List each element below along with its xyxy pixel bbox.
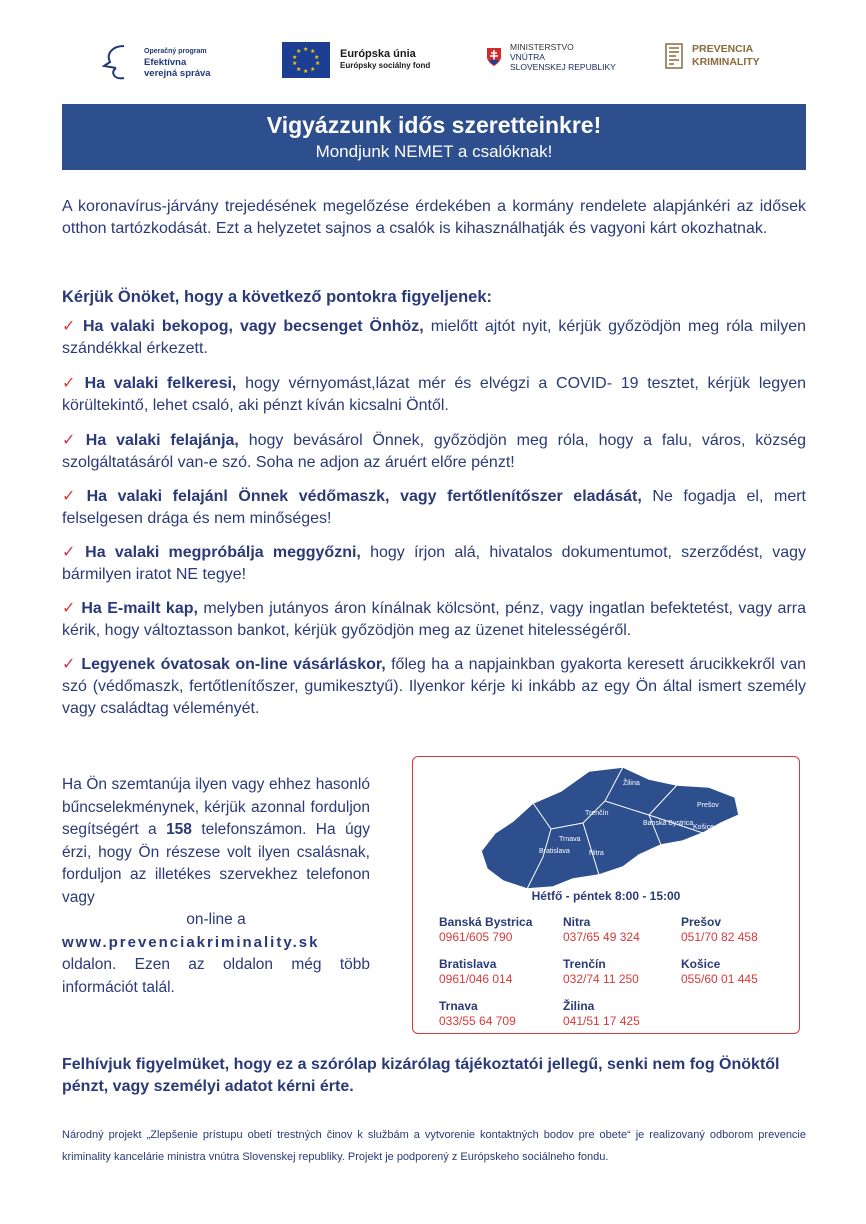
footer-project-note: Národný projekt „Zlepšenie prístupu obetí trestných činov k službám a vytvorenie kontaktných bodov pre obete“ je realizovaný odborom prevencie kriminality kancelárie ministra vnútra Slovenskej republiky. Projekt je podporený z Európskeho sociálneho fondu. (62, 1129, 806, 1163)
contact-item (439, 957, 512, 987)
item-text: melyben jutányos áron kínálnak kölcsönt, pénz, vagy ingatlan befektetést, vagy arra kérik, hogy változtasson bankot, kérjük győzödjön meg az üzenet hitelességéről. (62, 600, 807, 639)
prevencia-line1: PREVENCIA (692, 43, 754, 55)
contact-item (681, 915, 758, 945)
contact-city: Trnava (439, 999, 478, 1013)
contact-city: Nitra (563, 915, 591, 929)
page-subtitle: Mondjunk NEMET a csalóknak! (315, 142, 553, 161)
contact-city: Banská Bystrica (439, 915, 533, 929)
list-item (62, 654, 806, 720)
item-text: mielőtt ajtót nyit, kérjük győzödjön meg róla milyen szándékkal érkezett. (62, 318, 807, 357)
checkmark-icon: ✓ (62, 375, 80, 392)
call-to-action (62, 774, 370, 999)
logo-bar (0, 42, 866, 90)
lead-heading: Kérjük Önöket, hogy a következő pontokra figyeljenek: (62, 288, 493, 306)
ministry-line2: VNÚTRA (510, 52, 545, 62)
eu-line1: Európska únia (340, 48, 416, 60)
item-bold: Ha valaki bekopog, vagy becsenget Önhöz, (82, 318, 424, 335)
list-item (62, 598, 806, 642)
logo-eu (282, 42, 430, 78)
contact-item (439, 999, 516, 1029)
logo-operacny-program (102, 42, 211, 82)
contact-phone[interactable]: 041/51 17 425 (563, 1014, 640, 1028)
map-label: Trenčín (585, 810, 609, 817)
call-part1: Ha Ön szemtanúja ilyen vagy ehhez hasonló bűncselekménynek, kérjük azonnal forduljon segítségért a (62, 776, 370, 838)
item-text: hogy bevásárol Önnek, győzödjön meg róla, hogy a falu, város, község szolgáltatásáról van-e szó. Soha ne adjon az áruért előre pénzt! (62, 432, 807, 471)
checkmark-icon: ✓ (62, 544, 81, 561)
emergency-number: 158 (166, 821, 192, 838)
item-bold: Ha valaki felajánl Önnek védőmaszk, vagy fertőtlenítőszer eladását, (86, 488, 642, 505)
title-banner (62, 104, 806, 170)
map-label: Prešov (697, 802, 719, 809)
contact-phone[interactable]: 0961/046 014 (439, 972, 513, 986)
eu-line2: Európsky sociálny fond (340, 61, 431, 70)
prevencia-emblem-icon (664, 42, 684, 70)
contact-item (681, 957, 758, 987)
op-arrow-icon (102, 42, 138, 82)
item-bold: Legyenek óvatosak on-line vásárláskor, (81, 656, 386, 673)
eu-flag-icon: ★ ★ ★ ★ ★ ★ ★ ★ ★ ★ (282, 42, 330, 78)
prevencia-line2: KRIMINALITY (692, 56, 760, 68)
call-part3: oldalon. Ezen az oldalon még több információt talál. (62, 956, 370, 996)
item-text: hogy vérnyomást,lázat mér és elvégzi a COVID- 19 tesztet, kérjük legyen körültekintő, lehet csaló, aki pénzt kíván kicsalni Öntől. (62, 375, 807, 414)
logo-ministry (486, 42, 616, 72)
contact-phone[interactable]: 0961/605 790 (439, 930, 513, 944)
contact-city: Bratislava (439, 957, 497, 971)
op-line2: Efektívna (144, 56, 187, 68)
list-item (62, 373, 806, 417)
contact-city: Trenčín (563, 957, 606, 971)
page-title: Vigyázzunk idős szeretteinkre! (266, 112, 602, 138)
checkmark-icon: ✓ (62, 656, 77, 673)
checkmark-icon: ✓ (62, 318, 78, 335)
contact-phone[interactable]: 033/55 64 709 (439, 1014, 516, 1028)
contact-phone[interactable]: 032/74 11 250 (563, 972, 639, 986)
map-label: Nitra (589, 850, 604, 857)
map-label: Košice (693, 824, 715, 831)
item-bold: Ha E-mailt kap, (81, 600, 198, 617)
list-item (62, 430, 806, 474)
contact-item (563, 915, 640, 945)
intro-paragraph: A koronavírus-járvány trejedésének megelőzése érdekében a kormány rendelete alapjánkéri az idősek otthon tartózkodását. Ezt a helyzetet sajnos a csalók is kihasználhatják és vagyoni kárt okozhatnak. (62, 198, 806, 237)
disclaimer-notice: Felhívjuk figyelmüket, hogy ez a szórólap kizárólag tájékoztatói jellegű, senki nem fog Önöktől pénzt, vagy személyi adatot kérni érte. (62, 1056, 780, 1095)
contact-city: Košice (681, 957, 721, 971)
map-label: Trnava (559, 836, 581, 843)
item-text: Ne fogadja el, mert felselgesen drága és nem minőséges! (62, 488, 807, 527)
contact-item (563, 999, 640, 1029)
ministry-line1: MINISTERSTVO (510, 42, 574, 52)
item-text: főleg ha a napjainkban gyakorta keresett árucikkekről van szó (védőmaszk, fertőtlenítőszer, gumikesztyű). Ilyenkor kérje ki inkább az egy Ön által ismert személy vagy családtag véleményét. (62, 656, 807, 717)
call-online: on-line a (186, 911, 246, 928)
item-text: hogy írjon alá, hivatalos dokumentumot, szerződést, vagy bármilyen iratot NE tegye! (62, 544, 806, 583)
map-label: Žilina (623, 780, 640, 787)
contact-phone[interactable]: 051/70 82 458 (681, 930, 758, 944)
checkmark-icon: ✓ (62, 600, 77, 617)
office-hours: Hétfő - péntek 8:00 - 15:00 (531, 889, 681, 903)
map-label: Bratislava (539, 848, 570, 855)
item-bold: Ha valaki felkeresi, (84, 375, 237, 392)
contact-box (412, 756, 800, 1034)
website-link[interactable]: www.prevenciakriminality.sk (62, 933, 320, 951)
item-bold: Ha valaki megpróbálja meggyőzni, (85, 544, 361, 561)
contact-city: Prešov (681, 915, 722, 929)
op-line1: Operačný program (144, 47, 207, 55)
op-line3: verejná správa (144, 67, 211, 79)
ministry-line3: SLOVENSKEJ REPUBLIKY (510, 62, 616, 72)
checkmark-icon: ✓ (62, 488, 82, 505)
slovakia-map-icon (473, 763, 743, 893)
contact-phone[interactable]: 037/65 49 324 (563, 930, 640, 944)
contact-city: Žilina (563, 999, 595, 1013)
contact-item (563, 957, 639, 987)
item-bold: Ha valaki felajánja, (85, 432, 239, 449)
list-item (62, 486, 806, 530)
map-label: Banská Bystrica (643, 820, 694, 827)
checkmark-icon: ✓ (62, 432, 81, 449)
coat-of-arms-icon (486, 47, 502, 67)
contact-item (439, 915, 532, 945)
logo-prevencia (664, 42, 760, 70)
list-item (62, 316, 806, 360)
contact-phone[interactable]: 055/60 01 445 (681, 972, 758, 986)
call-part2: telefonszámon. Ha úgy érzi, hogy Ön részese volt ilyen csalásnak, forduljon az illetékes szervekhez telefonon vagy (62, 821, 370, 906)
list-item (62, 542, 806, 586)
